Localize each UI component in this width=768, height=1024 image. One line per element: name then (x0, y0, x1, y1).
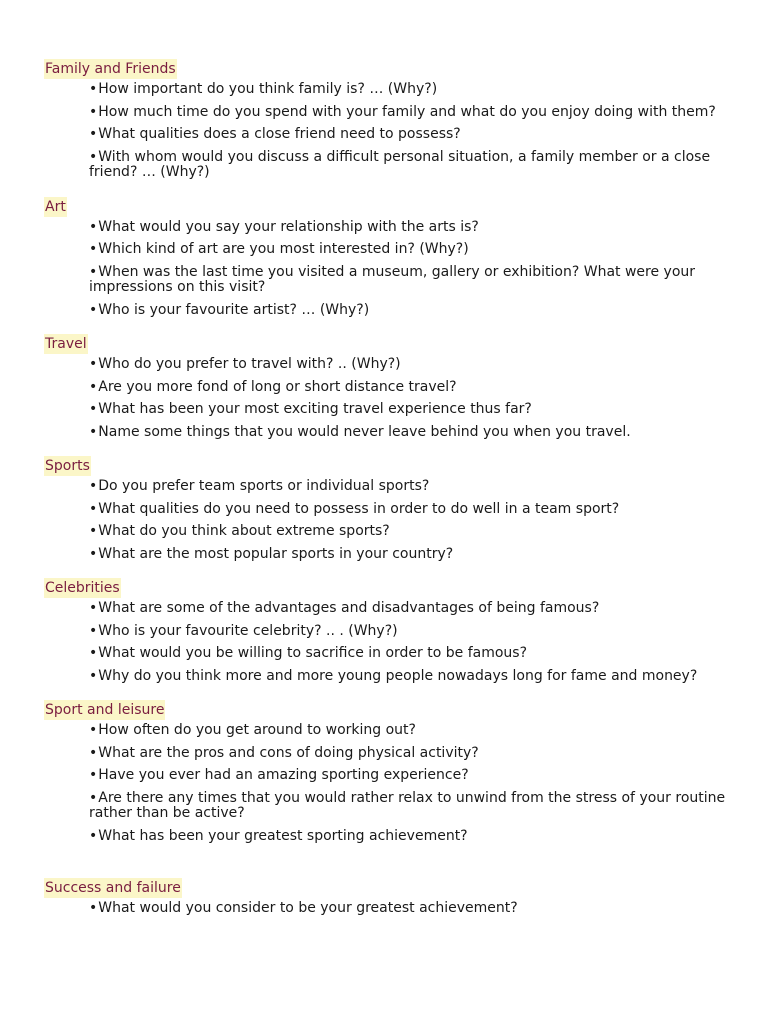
topic-section (0, 58, 768, 186)
topic-heading: Sports (45, 458, 90, 474)
question-list (0, 899, 768, 922)
question-item (89, 218, 729, 241)
bullet-icon: • (89, 827, 98, 844)
question-text: What would you say your relationship with the arts is? (98, 218, 479, 235)
question-item (89, 263, 729, 301)
question-item (89, 644, 729, 667)
question-text: With whom would you discuss a difficult personal situation, a family member or a close friend? … (Why?) (89, 148, 711, 180)
topic-heading-row (0, 577, 768, 599)
bullet-icon: • (89, 301, 98, 318)
question-text: What are the most popular sports in your country? (98, 545, 454, 562)
topic-section (0, 196, 768, 324)
question-item (89, 721, 729, 744)
question-text: How much time do you spend with your family and what do you enjoy doing with them? (98, 103, 716, 120)
question-list (0, 355, 768, 445)
bullet-icon: • (89, 523, 98, 539)
question-item (89, 599, 729, 622)
topic-heading: Success and failure (45, 880, 181, 896)
question-item (89, 400, 729, 423)
bullet-icon: • (89, 667, 98, 684)
question-text: Are you more fond of long or short distance travel? (98, 378, 457, 395)
question-text: Do you prefer team sports or individual sports? (98, 478, 430, 494)
sections-container (0, 58, 768, 922)
bullet-icon: • (89, 900, 98, 916)
question-item (89, 522, 729, 545)
question-text: Name some things that you would never leave behind you when you travel. (98, 423, 631, 440)
question-list (0, 599, 768, 689)
question-item (89, 667, 729, 690)
topic-heading-row (0, 58, 768, 80)
bullet-icon: • (89, 500, 98, 517)
topic-heading-row (0, 196, 768, 218)
bullet-icon: • (89, 401, 98, 417)
topic-section (0, 577, 768, 689)
bullet-icon: • (89, 148, 98, 165)
question-list (0, 80, 768, 186)
question-list (0, 218, 768, 324)
question-item (89, 477, 729, 500)
topic-section (0, 877, 768, 922)
topic-heading-row (0, 333, 768, 355)
question-text: Are there any times that you would rather relax to unwind from the stress of your routine rather than be active? (89, 789, 726, 821)
question-item (89, 899, 729, 922)
topic-heading: Family and Friends (45, 61, 176, 77)
question-item (89, 378, 729, 401)
question-item (89, 622, 729, 645)
bullet-icon: • (89, 356, 98, 372)
question-list (0, 477, 768, 567)
question-text: Why do you think more and more young people nowadays long for fame and money? (98, 667, 698, 684)
question-text: What has been your greatest sporting achievement? (98, 827, 468, 844)
question-text: What are some of the advantages and disadvantages of being famous? (98, 600, 600, 616)
question-text: What would you be willing to sacrifice in order to be famous? (98, 645, 528, 661)
bullet-icon: • (89, 767, 98, 783)
bullet-icon: • (89, 645, 98, 661)
bullet-icon: • (89, 423, 98, 440)
question-item (89, 80, 729, 103)
bullet-icon: • (89, 81, 98, 97)
question-item (89, 301, 729, 324)
question-text: How important do you think family is? … (Why?) (98, 81, 438, 97)
question-text: Who is your favourite celebrity? .. . (Why?) (98, 622, 398, 639)
topic-section (0, 455, 768, 567)
bullet-icon: • (89, 378, 98, 395)
topic-heading-row (0, 455, 768, 477)
question-text: Have you ever had an amazing sporting experience? (98, 767, 469, 783)
question-item (89, 148, 729, 186)
topic-heading: Sport and leisure (45, 702, 165, 718)
topic-section (0, 699, 768, 849)
topic-heading: Art (45, 198, 66, 215)
question-text: When was the last time you visited a museum, gallery or exhibition? What were your impressions on this visit? (89, 263, 696, 295)
topic-heading-row (0, 877, 768, 899)
bullet-icon: • (89, 789, 98, 806)
bullet-icon: • (89, 218, 98, 235)
bullet-icon: • (89, 478, 98, 494)
question-text: Who do you prefer to travel with? .. (Why?) (98, 356, 401, 372)
bullet-icon: • (89, 600, 98, 616)
question-text: What are the pros and cons of doing physical activity? (98, 744, 479, 761)
question-text: What qualities does a close friend need to possess? (98, 126, 461, 142)
question-item (89, 766, 729, 789)
topic-heading-row (0, 699, 768, 721)
bullet-icon: • (89, 126, 98, 142)
question-item (89, 744, 729, 767)
topic-heading: Travel (45, 336, 87, 352)
question-item (89, 240, 729, 263)
question-item (89, 827, 729, 850)
question-item (89, 103, 729, 126)
question-text: What has been your most exciting travel experience thus far? (98, 401, 532, 417)
question-text: How often do you get around to working out? (98, 722, 416, 738)
question-item (89, 545, 729, 568)
question-text: What qualities do you need to possess in order to do well in a team sport? (98, 500, 620, 517)
question-item (89, 125, 729, 148)
question-item (89, 423, 729, 446)
question-text: What do you think about extreme sports? (98, 523, 390, 539)
bullet-icon: • (89, 241, 98, 257)
question-text: Which kind of art are you most interested in? (Why?) (98, 241, 469, 257)
question-text: What would you consider to be your greatest achievement? (98, 900, 518, 916)
bullet-icon: • (89, 103, 98, 120)
bullet-icon: • (89, 263, 98, 280)
topic-heading: Celebrities (45, 580, 120, 596)
topic-section (0, 333, 768, 445)
question-item (89, 355, 729, 378)
document-page (0, 58, 768, 932)
bullet-icon: • (89, 744, 98, 761)
bullet-icon: • (89, 622, 98, 639)
bullet-icon: • (89, 545, 98, 562)
question-text: Who is your favourite artist? … (Why?) (98, 301, 370, 318)
bullet-icon: • (89, 722, 98, 738)
question-item (89, 500, 729, 523)
question-list (0, 721, 768, 849)
question-item (89, 789, 729, 827)
